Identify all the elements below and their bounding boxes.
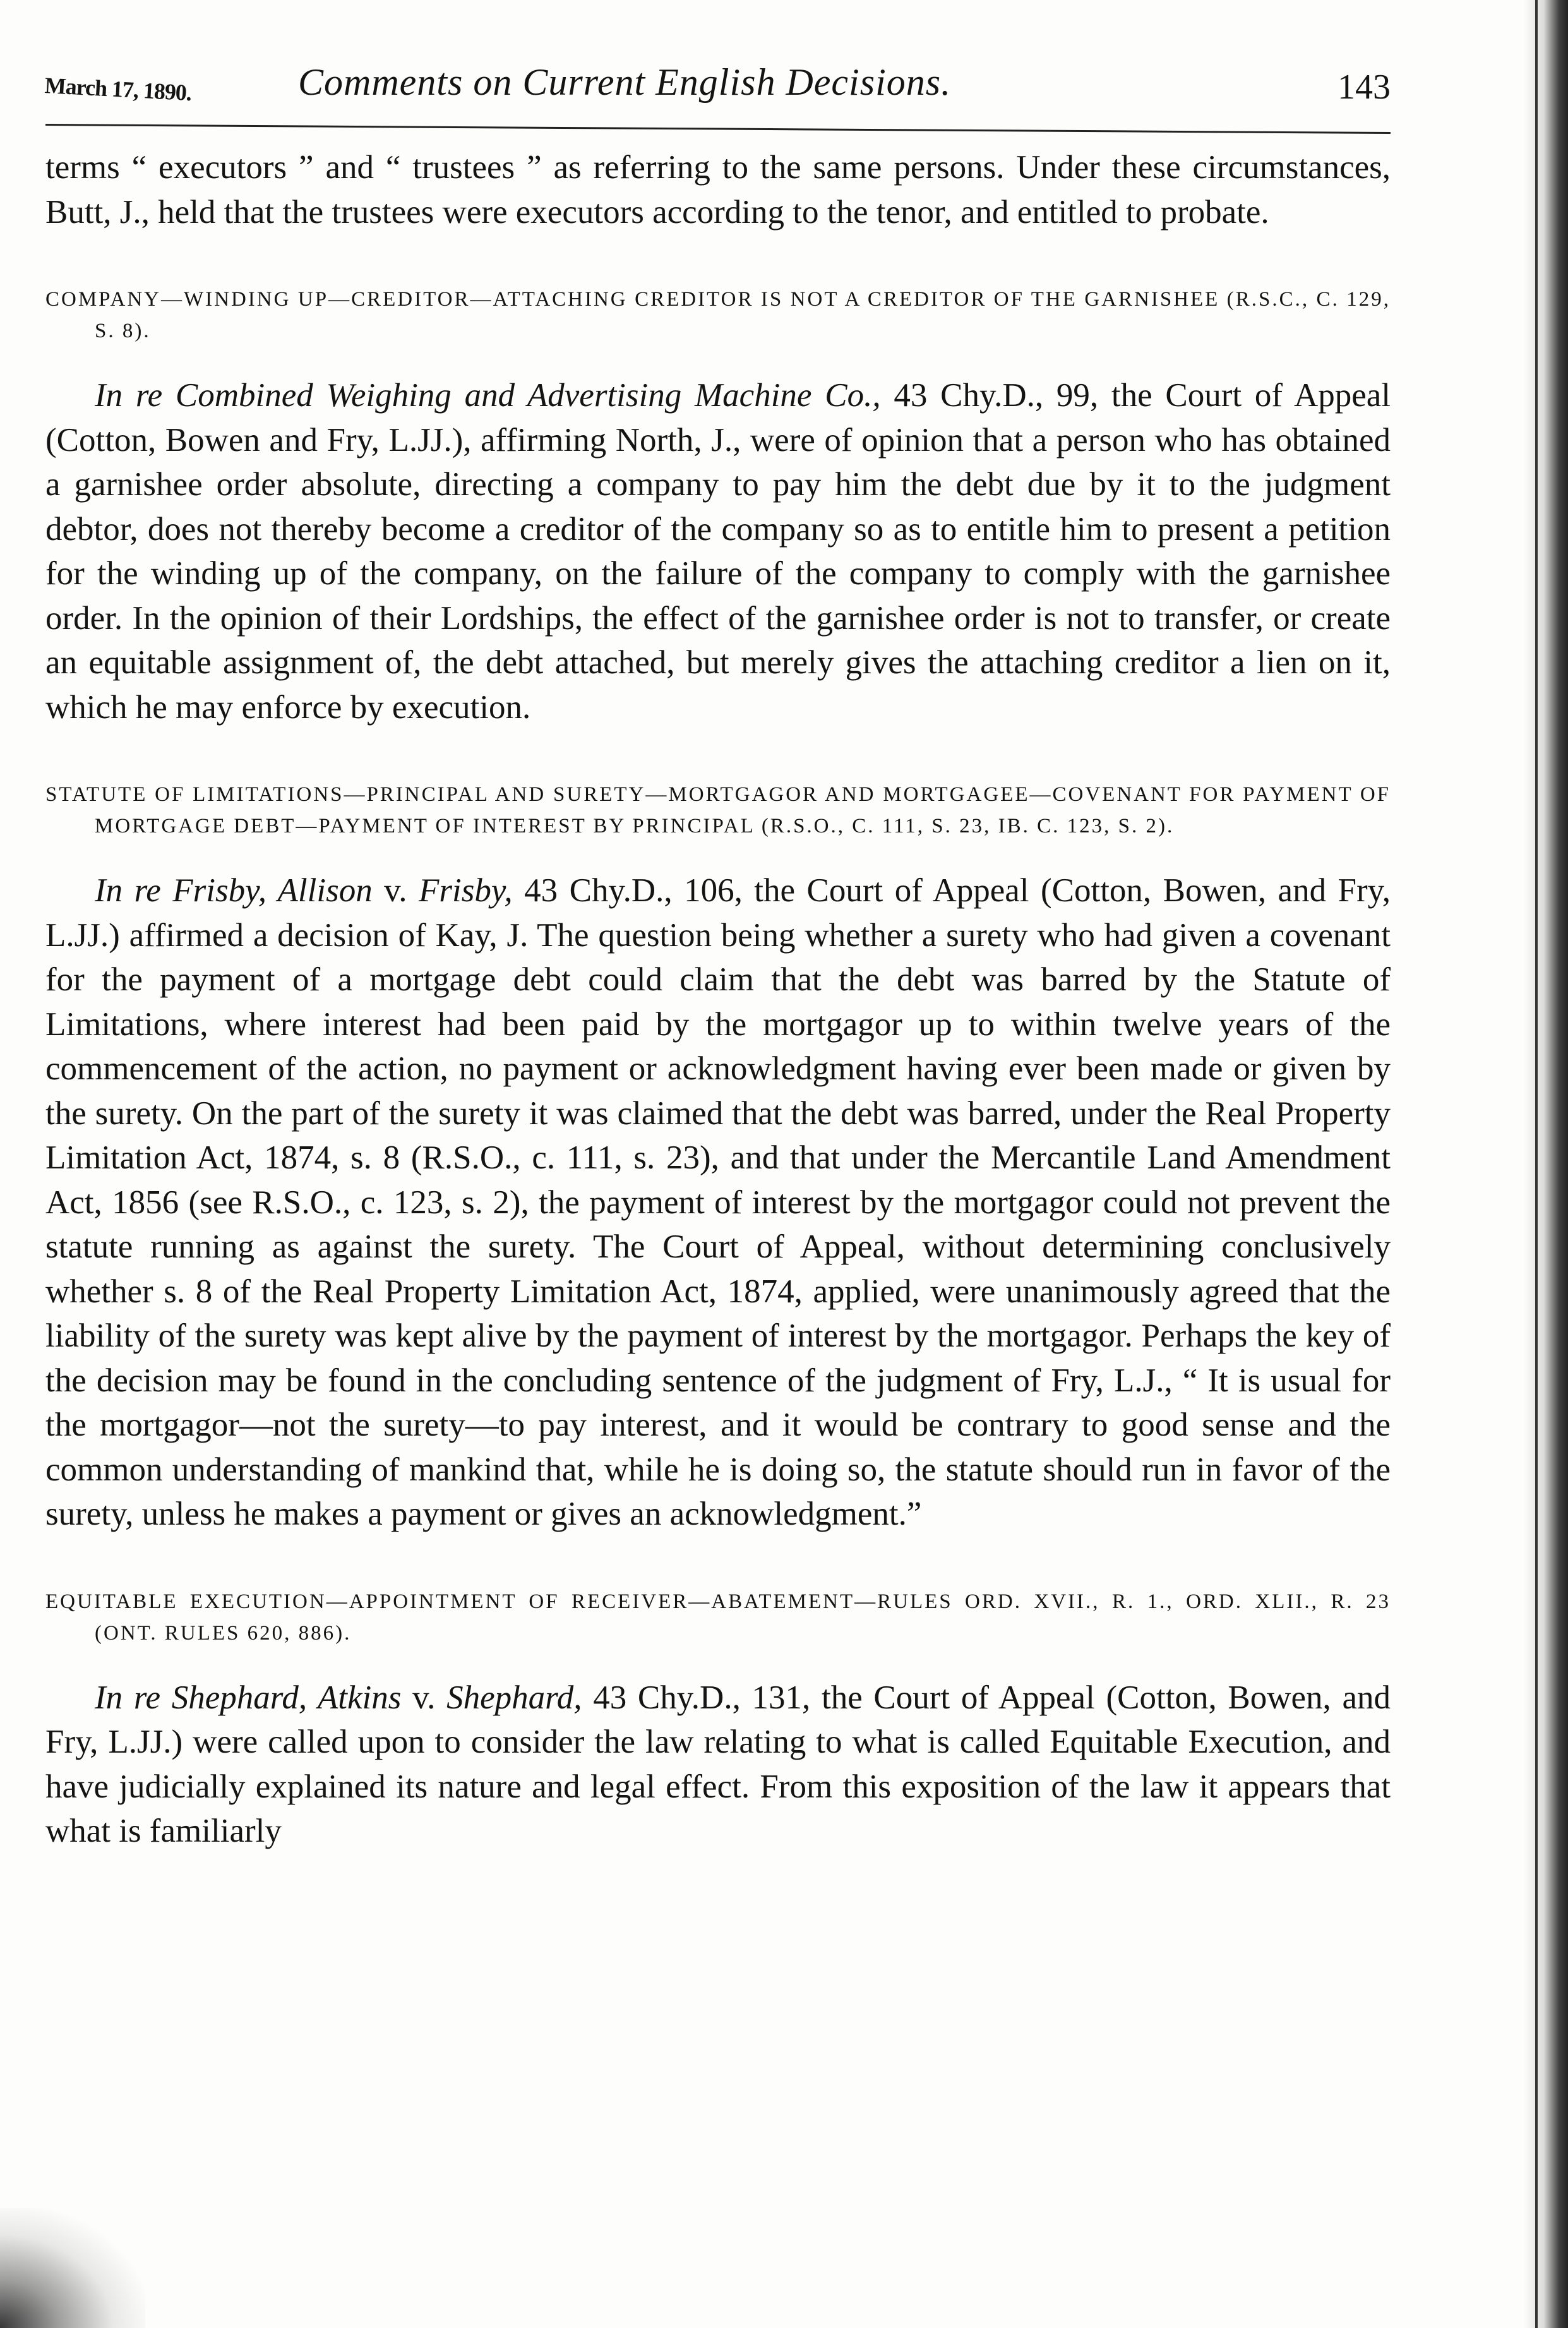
equitable-case-name-2: Shephard,: [446, 1679, 582, 1716]
intro-text: terms “ executors ” and “ trustees ” as referring to the same persons. Under these circumstances, Butt, J., held that the trustees were executors according to the tenor, and entitled to probate.: [45, 149, 1391, 231]
statute-versus: v.: [372, 872, 419, 909]
equitable-case-name-1: In re Shephard, Atkins: [95, 1679, 402, 1716]
equitable-paragraph: [45, 1676, 1391, 1854]
running-header: [45, 61, 1391, 117]
statute-case-name-1: In re Frisby, Allison: [95, 872, 373, 909]
intro-paragraph: [45, 145, 1391, 234]
statute-case-name-2: Frisby,: [418, 872, 513, 909]
page-edge-line: [1535, 0, 1538, 2328]
scan-corner-artifact: [0, 2208, 145, 2328]
company-body: 43 Chy.D., 99, the Court of Appeal (Cotton, Bowen and Fry, L.JJ.), affirming North, J., were of opinion that a person who has obtained a garnishee order absolute, directing a company to pay him the debt due by it to the judgment debtor, does not thereby become a creditor of the company so as to entitle him to present a petition for the winding up of the company, on the failure of the company to comply with the garnishee order. In the opinion of their Lordships, the effect of the garnishee order is not to transfer, or create an equitable assignment of, the debt attached, but merely gives the attaching creditor a lien on it, which he may enforce by execution.: [45, 377, 1391, 726]
header-rule: [45, 124, 1391, 134]
statute-paragraph: [45, 868, 1391, 1537]
company-heading: COMPANY—WINDING UP—CREDITOR—ATTACHING CREDITOR IS NOT A CREDITOR OF THE GARNISHEE (R.S.C., C. 129, S. 8).: [45, 288, 1391, 342]
page-edge-shadow: [1524, 0, 1568, 2328]
equitable-body: 43 Chy.D., 131, the Court of Appeal (Cotton, Bowen, and Fry, L.JJ.) were called upon to consider the law relating to what is called Equitable Execution, and have judicially explained its nature and legal effect. From this exposition of the law it appears that what is familiarly: [45, 1679, 1391, 1849]
company-case-name: In re Combined Weighing and Advertising Machine Co.,: [95, 377, 881, 414]
company-paragraph: [45, 373, 1391, 729]
header-title: Comments on Current English Decisions.: [298, 61, 952, 103]
statute-heading: STATUTE OF LIMITATIONS—PRINCIPAL AND SURETY—MORTGAGOR AND MORTGAGEE—COVENANT FOR PAYMENT OF MORTGAGE DEBT—PAYMENT OF INTEREST BY PRINCIPAL (R.S.O., C. 111, S. 23, IB. C. 123, S. 2).: [45, 783, 1391, 837]
header-date: March 17, 1890.: [44, 72, 192, 106]
equitable-heading: EQUITABLE EXECUTION—APPOINTMENT OF RECEIVER—ABATEMENT—RULES ORD. XVII., R. 1., ORD. XLII., R. 23 (ONT. RULES 620, 886).: [45, 1590, 1391, 1645]
equitable-versus: v.: [401, 1679, 447, 1716]
page-number: 143: [1338, 68, 1391, 107]
statute-body: 43 Chy.D., 106, the Court of Appeal (Cotton, Bowen, and Fry, L.JJ.) affirmed a decision of Kay, J. The question being whether a surety who had given a covenant for the payment of a mortgage debt could claim that the debt was barred by the Statute of Limitations, where interest had been paid by the mortgagor up to within twelve years of the commencement of the action, no payment or acknowledgment having ever been made or given by the surety. On the part of the surety it was claimed that the debt was barred, under the Real Property Limitation Act, 1874, s. 8 (R.S.O., c. 111, s. 23), and that under the Mercantile Land Amendment Act, 1856 (see R.S.O., c. 123, s. 2), the payment of interest by the mortgagor could not prevent the statute running as against the surety. The Court of Appeal, without determining conclusively whether s. 8 of the Real Property Limitation Act, 1874, applied, were unanimously agreed that the liability of the surety was kept alive by the payment of interest by the mortgagor. Perhaps the key of the decision may be found in the concluding sentence of the judgment of Fry, L.J., “ It is usual for the mortgagor—not the surety—to pay interest, and it would be contrary to good sense and the common understanding of mankind that, while he is doing so, the statute should run in favor of the surety, unless he makes a payment or gives an acknowledgment.”: [45, 872, 1391, 1532]
article-body: [45, 145, 1391, 1854]
